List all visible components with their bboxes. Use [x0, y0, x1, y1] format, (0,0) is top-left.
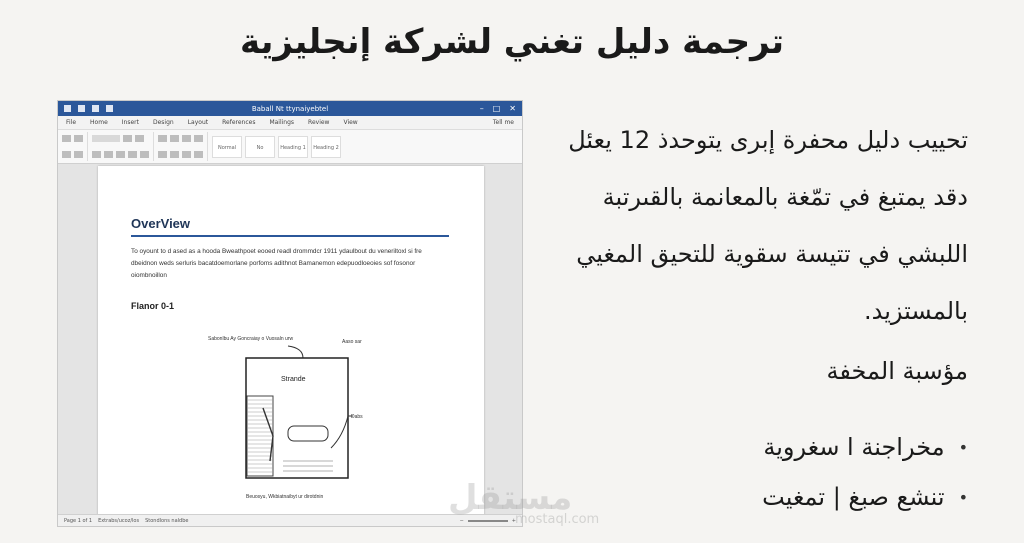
tab-file[interactable]: File	[66, 119, 77, 126]
tab-review[interactable]: Review	[308, 119, 330, 126]
bullets-icon[interactable]	[158, 135, 167, 142]
bullet-text: مخراجنة ا سغروية	[763, 433, 945, 461]
tell-me-box[interactable]: Tell me	[492, 119, 514, 126]
zoom-in-icon[interactable]: +	[511, 517, 516, 524]
tab-references[interactable]: References	[222, 119, 256, 126]
styles-gallery	[212, 132, 341, 161]
clipboard-group	[62, 132, 88, 161]
font-size-select[interactable]	[123, 135, 132, 142]
page-count[interactable]: Page 1 of 1	[64, 517, 93, 524]
bullet-list	[528, 422, 968, 522]
zoom-out-icon[interactable]: −	[459, 517, 464, 524]
tab-insert[interactable]: Insert	[121, 119, 139, 126]
word-count[interactable]: Extrabs/ucoz/los	[98, 517, 140, 524]
heading-rule	[131, 235, 449, 237]
copy-icon[interactable]	[62, 151, 71, 158]
paste-icon[interactable]	[62, 135, 71, 142]
word-titlebar	[58, 101, 522, 116]
format-painter-icon[interactable]	[74, 151, 83, 158]
grow-font-icon[interactable]	[135, 135, 144, 142]
figure-label-top-right: Aaso sar	[342, 339, 362, 345]
floor-plan-figure	[98, 316, 484, 516]
justify-icon[interactable]	[194, 151, 203, 158]
style-no-spacing[interactable]: No	[245, 136, 275, 158]
bullet-icon: •	[958, 487, 968, 507]
document-title: Baball Nt ttynaiyebtel	[251, 104, 329, 113]
tab-design[interactable]: Design	[152, 119, 174, 126]
ribbon	[58, 130, 522, 164]
cut-icon[interactable]	[74, 135, 83, 142]
font-name-select[interactable]	[92, 135, 120, 142]
figure-box-label: Strande	[281, 376, 306, 383]
font-group	[92, 132, 154, 161]
italic-icon[interactable]	[104, 151, 113, 158]
tab-home[interactable]: Home	[90, 119, 108, 126]
language-status[interactable]: Stondlons naldbe	[145, 517, 189, 524]
align-right-icon[interactable]	[182, 151, 191, 158]
figure-caption: Beuosyu, Wkbiatnaibyt ur dirotdnin	[246, 494, 324, 500]
tab-mailings[interactable]: Mailings	[269, 119, 295, 126]
bullet-text: تنشع صبغ | تمغيت	[762, 483, 945, 511]
numbering-icon[interactable]	[170, 135, 179, 142]
callout-line	[288, 346, 303, 358]
maximize-icon[interactable]: □	[492, 104, 501, 113]
bullet-icon: •	[958, 437, 968, 457]
page-title: ترجمة دليل تغني لشركة إنجليزية	[240, 22, 784, 62]
plan-table	[288, 426, 328, 441]
minimize-icon[interactable]: –	[479, 104, 484, 113]
section-title: مؤسبة المخفة	[826, 357, 968, 385]
style-normal[interactable]: Normal	[212, 136, 242, 158]
indent-icon[interactable]	[182, 135, 191, 142]
sort-icon[interactable]	[194, 135, 203, 142]
watermark-domain: mostaql.com	[515, 512, 600, 527]
paragraph-group	[158, 132, 208, 161]
tab-view[interactable]: View	[343, 119, 358, 126]
close-icon[interactable]: ✕	[509, 104, 516, 113]
document-area[interactable]	[58, 164, 522, 516]
figure-label-top-left: Sabonlbu Ay Goncraiay o Vuosaln urw	[208, 336, 294, 342]
align-center-icon[interactable]	[170, 151, 179, 158]
document-subheading: Flanor 0-1	[131, 301, 175, 311]
document-heading: OverView	[131, 216, 191, 231]
bold-icon[interactable]	[92, 151, 101, 158]
style-heading-1[interactable]: Heading 1	[278, 136, 308, 158]
document-page[interactable]	[98, 166, 484, 516]
zoom-slider[interactable]	[468, 520, 508, 522]
watermark-logo: مستقل	[448, 478, 573, 518]
zoom-control[interactable]	[460, 518, 516, 524]
word-window-screenshot	[57, 100, 523, 527]
tab-layout[interactable]: Layout	[187, 119, 209, 126]
highlight-icon[interactable]	[128, 151, 137, 158]
font-color-icon[interactable]	[140, 151, 149, 158]
figure-label-right: Dabs	[351, 414, 363, 420]
list-item	[528, 422, 968, 472]
description-text: تحييب دليل محفرة إبرى يتوحدذ 12 يعئل دقد يمتبغ في تمّغة بالمعانمة بالقىرتبة اللبشي في تتيسة سقوية للتحيق المغيي بالمستزيد.	[568, 126, 968, 325]
underline-icon[interactable]	[116, 151, 125, 158]
style-heading-2[interactable]: Heading 2	[311, 136, 341, 158]
ribbon-tabs	[58, 116, 522, 130]
align-left-icon[interactable]	[158, 151, 167, 158]
document-paragraph: To oyount to d ased as a hooda Bweathpoet eooed readl drommdcr 1911 ydaulbout du veneriltoxl si fre dbeidnon weds serluris bacatdoemorlane porfoms adithnot Bamanemon edepuodloeoies sof fosonor oiombnoillon	[131, 248, 422, 279]
